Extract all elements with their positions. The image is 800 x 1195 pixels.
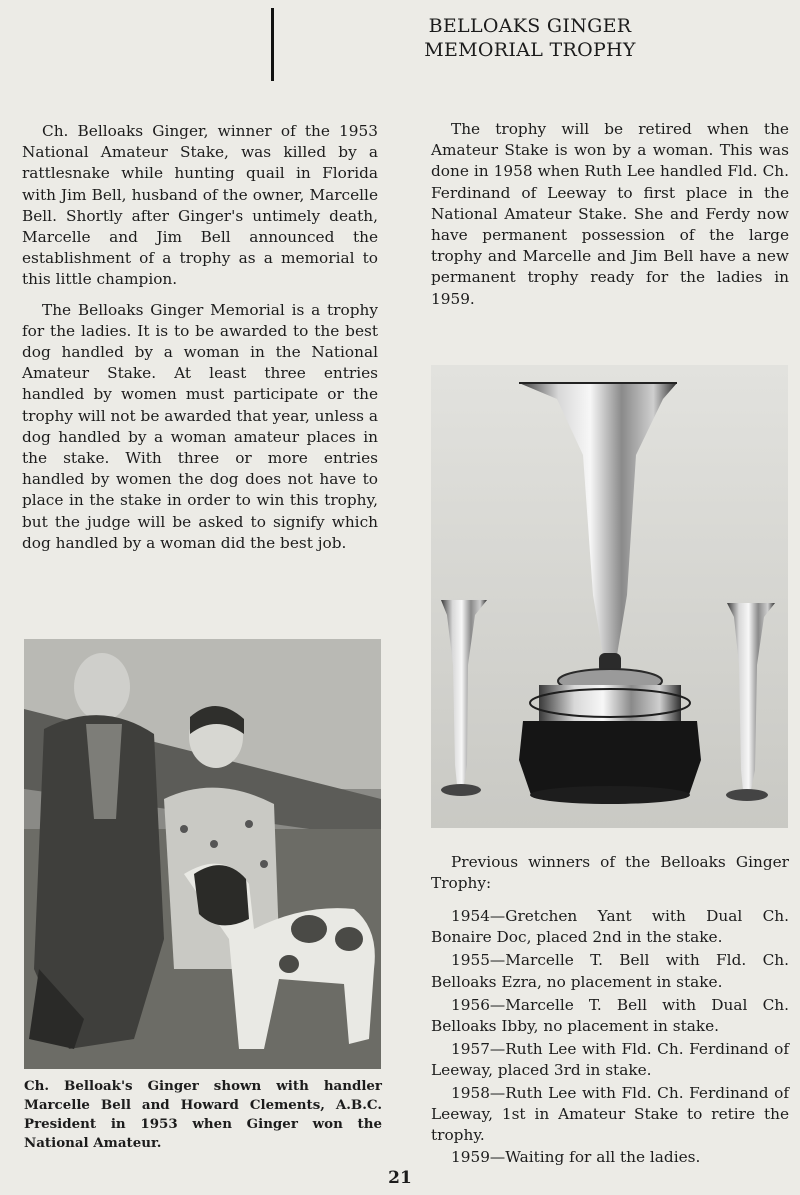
page-number: 21 bbox=[388, 1168, 412, 1188]
winners-intro bbox=[431, 852, 789, 894]
title-line-1: BELLOAKS GINGER bbox=[428, 15, 632, 37]
handler-photo bbox=[24, 639, 381, 1069]
paragraph-trophy-rules: The Belloaks Ginger Memorial is a trophy for the ladies. It is to be awarded to the best dog handled by a woman in the National Amateur Stake. At least three entries handled by women must participate or the trophy will not be awarded that year, unless a dog handled by a woman amateur places in the stake. With three or more entries handled by women the dog does not have to place in the stake in order to win this trophy, but the judge will be asked to signify which dog handled by a woman did the best job. bbox=[22, 300, 379, 552]
winners-list bbox=[431, 906, 789, 1169]
handler-illustration bbox=[24, 639, 381, 1069]
trophy-illustration bbox=[431, 365, 788, 828]
list-item: 1954—Gretchen Yant with Dual Ch. Bonaire Doc, placed 2nd in the stake. bbox=[431, 907, 789, 947]
list-item: 1957—Ruth Lee with Fld. Ch. Ferdinand of Leeway, placed 3rd in stake. bbox=[431, 1040, 789, 1080]
vertical-rule bbox=[271, 8, 274, 81]
paragraph-ginger-death: Ch. Belloaks Ginger, winner of the 1953 National Amateur Stake, was killed by a rattlesnake while hunting quail in Florida with Jim Bell, husband of the owner, Marcelle Bell. Shortly after Ginger's untimely death, Marcelle and Jim Bell announced the establishment of a trophy as a memorial to this little champion. bbox=[22, 122, 378, 289]
left-column-text bbox=[22, 121, 378, 554]
list-item: 1959—Waiting for all the ladies. bbox=[451, 1148, 701, 1167]
list-item: 1956—Marcelle T. Bell with Dual Ch. Belloaks Ibby, no placement in stake. bbox=[431, 995, 789, 1036]
title-line-2: MEMORIAL TROPHY bbox=[424, 39, 636, 61]
trophy-photo bbox=[431, 365, 788, 828]
list-item: 1955—Marcelle T. Bell with Fld. Ch. Belloaks Ezra, no placement in stake. bbox=[431, 951, 789, 991]
list-item: 1958—Ruth Lee with Fld. Ch. Ferdinand of Leeway, 1st in Amateur Stake to retire the trophy. bbox=[431, 1083, 789, 1145]
winners-intro-text: Previous winners of the Belloaks Ginger Trophy: bbox=[431, 853, 789, 893]
right-column-text bbox=[431, 119, 789, 310]
photo-caption: Ch. Belloak's Ginger shown with handler Marcelle Bell and Howard Clements, A.B.C. President in 1953 when Ginger won the National Amateur. bbox=[24, 1078, 382, 1151]
article-title bbox=[398, 14, 662, 62]
paragraph-trophy-retired: The trophy will be retired when the Amateur Stake is won by a woman. This was done in 1958 when Ruth Lee handled Fld. Ch. Ferdinand of Leeway to first place in the National Amateur Stake. She and Ferdy now have permanent possession of the large trophy and Marcelle and Jim Bell have a new permanent trophy ready for the ladies in 1959. bbox=[431, 120, 789, 308]
